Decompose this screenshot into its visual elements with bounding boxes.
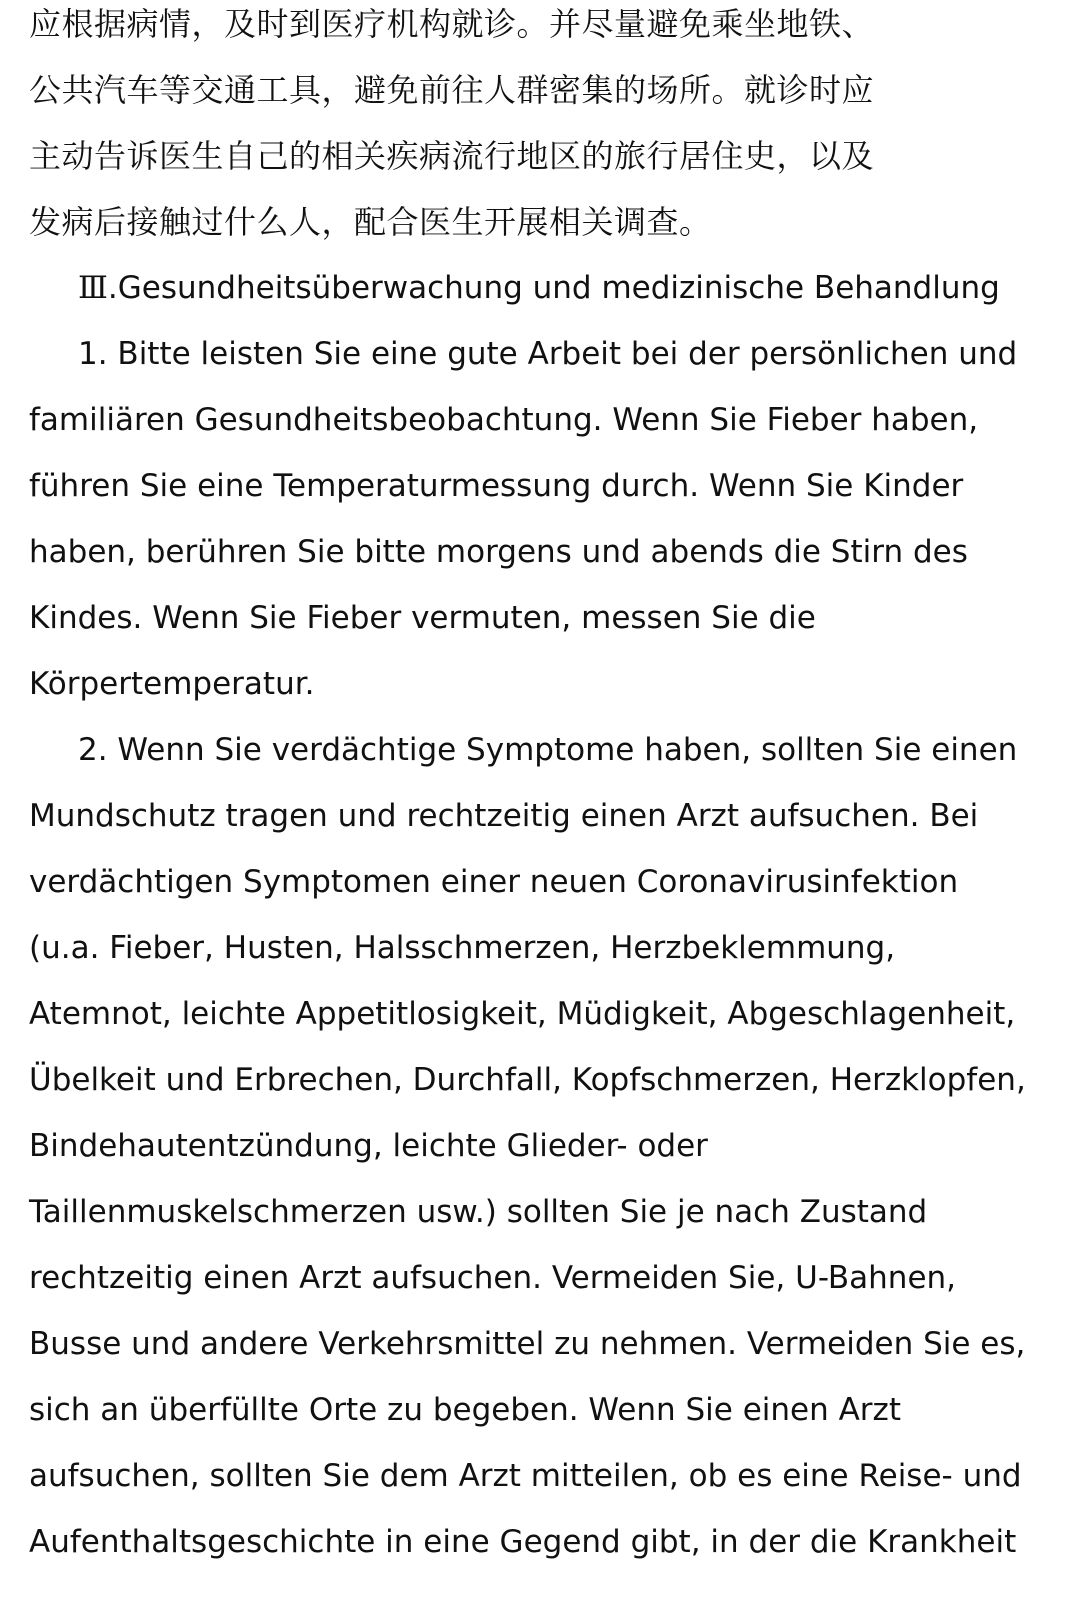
paragraph-2-line-12: aufsuchen, sollten Sie dem Arzt mitteilen, ob es eine Reise- und [29, 1458, 1022, 1494]
paragraph-2-line-4: (u.a. Fieber, Husten, Halsschmerzen, Herzbeklemmung, [29, 930, 896, 966]
chinese-line-1: 应根据病情，及时到医疗机构就诊。并尽量避免乘坐地铁、 [29, 5, 875, 43]
paragraph-2-line-10: Busse und andere Verkehrsmittel zu nehmen. Vermeiden Sie es, [29, 1326, 1026, 1362]
paragraph-2-line-8: Taillenmuskelschmerzen usw.) sollten Sie je nach Zustand [29, 1194, 928, 1230]
chinese-line-2: 公共汽车等交通工具，避免前往人群密集的场所。就诊时应 [29, 71, 875, 109]
paragraph-2-line-13: Aufenthaltsgeschichte in eine Gegend gibt, in der die Krankheit [29, 1524, 1017, 1560]
paragraph-1-line-6: Körpertemperatur. [29, 666, 315, 702]
paragraph-1-line-3: führen Sie eine Temperaturmessung durch. Wenn Sie Kinder [29, 468, 964, 504]
paragraph-1-line-5: Kindes. Wenn Sie Fieber vermuten, messen Sie die [29, 600, 816, 636]
paragraph-1-line-1: 1. Bitte leisten Sie eine gute Arbeit bei der persönlichen und [78, 336, 1018, 372]
section-heading [78, 268, 1000, 308]
paragraph-2-line-2: Mundschutz tragen und rechtzeitig einen Arzt aufsuchen. Bei [29, 798, 979, 834]
paragraph-2-line-9: rechtzeitig einen Arzt aufsuchen. Vermeiden Sie, U-Bahnen, [29, 1260, 957, 1296]
chinese-line-4: 发病后接触过什么人，配合医生开展相关调查。 [29, 203, 712, 241]
paragraph-2-line-3: verdächtigen Symptomen einer neuen Coronavirusinfektion [29, 864, 959, 900]
section-heading-text: .Gesundheitsüberwachung und medizinische Behandlung [107, 270, 1000, 306]
chinese-line-3: 主动告诉医生自己的相关疾病流行地区的旅行居住史，以及 [29, 137, 875, 175]
paragraph-2-line-1: 2. Wenn Sie verdächtige Symptome haben, sollten Sie einen [78, 732, 1018, 768]
paragraph-2-line-5: Atemnot, leichte Appetitlosigkeit, Müdigkeit, Abgeschlagenheit, [29, 996, 1016, 1032]
paragraph-2-line-11: sich an überfüllte Orte zu begeben. Wenn Sie einen Arzt [29, 1392, 901, 1428]
paragraph-2-line-6: Übelkeit und Erbrechen, Durchfall, Kopfschmerzen, Herzklopfen, [29, 1062, 1026, 1098]
paragraph-2-line-7: Bindehautentzündung, leichte Glieder- oder [29, 1128, 708, 1164]
section-numeral: Ⅲ [78, 270, 108, 306]
paragraph-1-line-2: familiären Gesundheitsbeobachtung. Wenn Sie Fieber haben, [29, 402, 979, 438]
paragraph-1-line-4: haben, berühren Sie bitte morgens und abends die Stirn des [29, 534, 968, 570]
